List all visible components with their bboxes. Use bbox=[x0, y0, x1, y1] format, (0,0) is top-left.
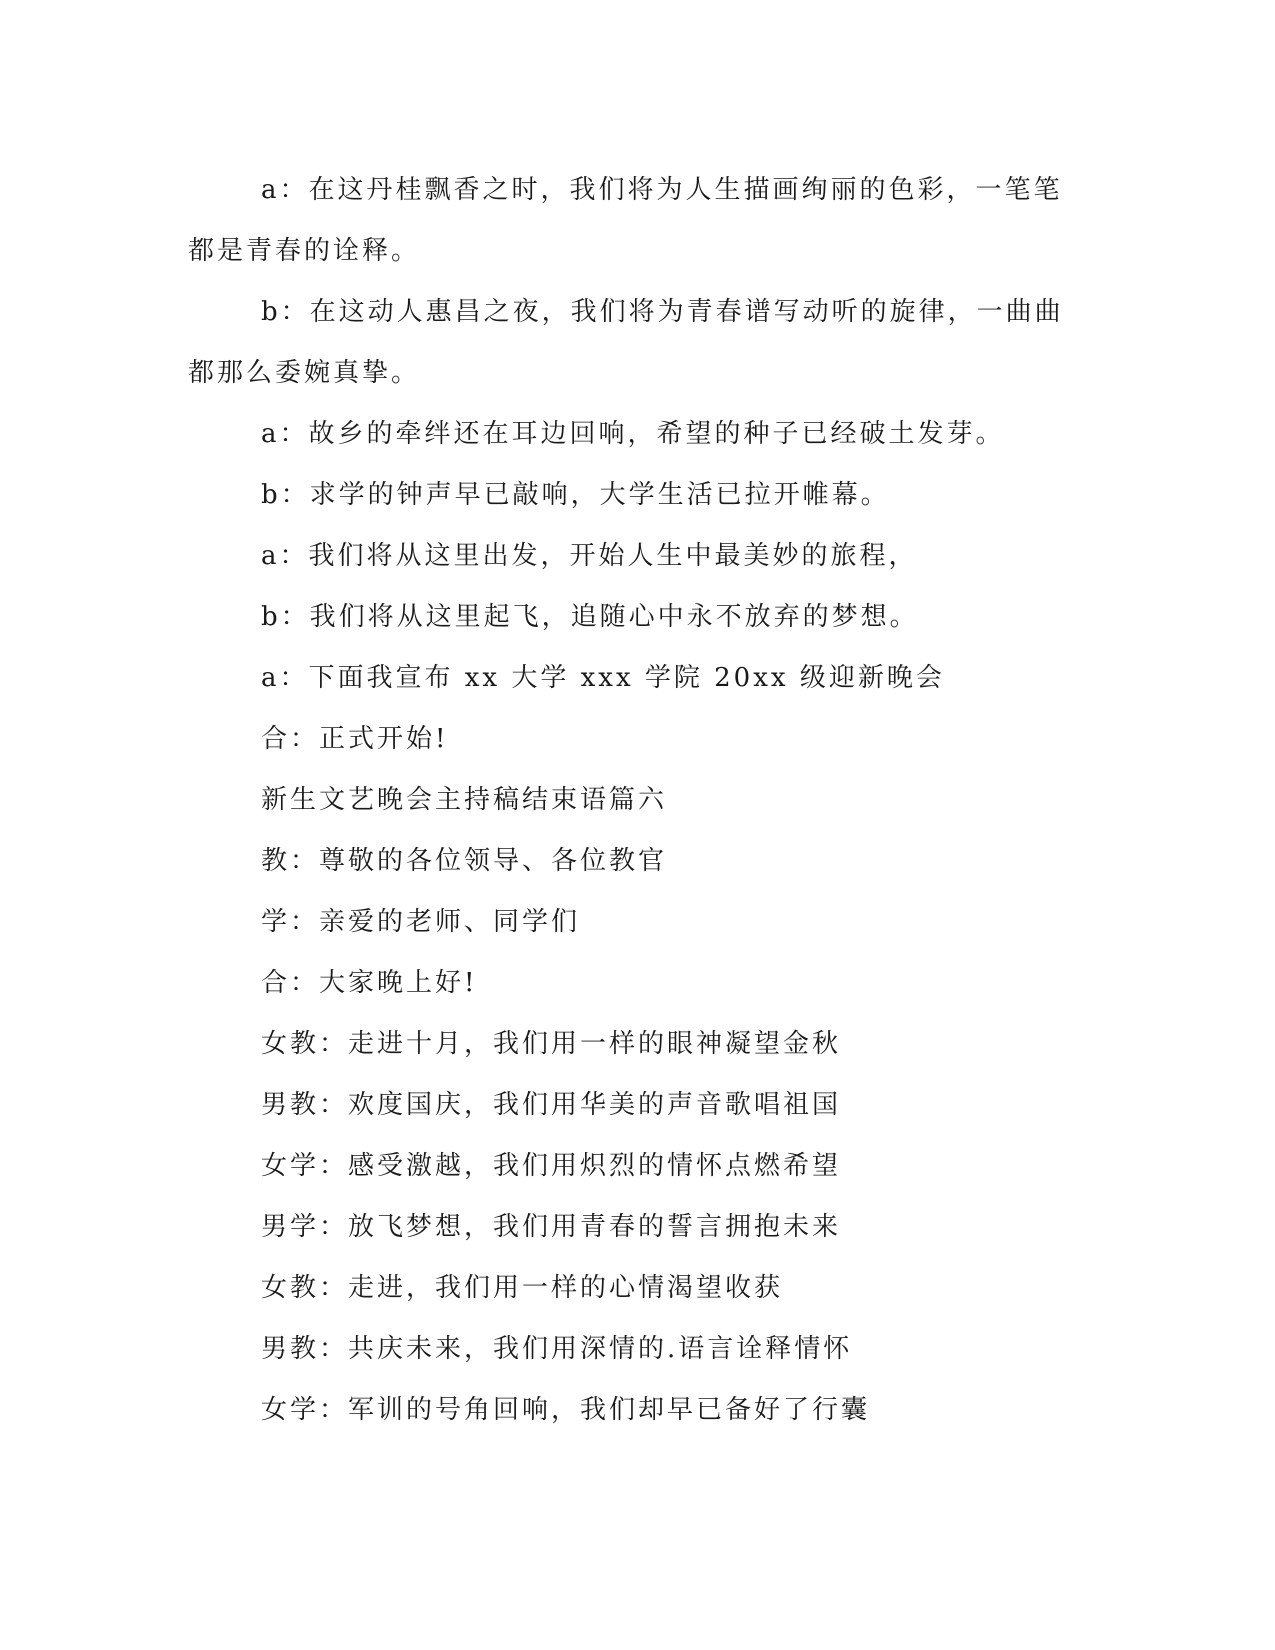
paragraph: 男学：放飞梦想，我们用青春的誓言拥抱未来 bbox=[261, 1212, 842, 1242]
paragraph: a：在这丹桂飘香之时，我们将为人生描画绚丽的色彩，一笔笔都是青春的诠释。 bbox=[188, 175, 1063, 266]
paragraph: a：下面我宣布 xx 大学 xxx 学院 20xx 级迎新晚会 bbox=[261, 663, 945, 693]
paragraph: a：我们将从这里出发，开始人生中最美妙的旅程， bbox=[261, 541, 918, 571]
paragraph: 男教：共庆未来，我们用深情的.语言诠释情怀 bbox=[261, 1334, 853, 1364]
paragraph: a：故乡的牵绊还在耳边回响，希望的种子已经破土发芽。 bbox=[261, 419, 1005, 449]
paragraph: 女教：走进，我们用一样的心情渴望收获 bbox=[261, 1273, 784, 1303]
paragraph: 教：尊敬的各位领导、各位教官 bbox=[261, 846, 668, 876]
section-heading: 新生文艺晚会主持稿结束语篇六 bbox=[261, 785, 668, 815]
paragraph: 学：亲爱的老师、同学们 bbox=[261, 907, 581, 937]
paragraph: b：在这动人惠昌之夜，我们将为青春谱写动听的旋律，一曲曲都那么委婉真挚。 bbox=[188, 297, 1064, 388]
paragraph: 女学：感受激越，我们用炽烈的情怀点燃希望 bbox=[261, 1151, 842, 1181]
paragraph: b：我们将从这里起飞，追随心中永不放弃的梦想。 bbox=[261, 602, 919, 632]
document-body bbox=[188, 160, 1068, 1441]
paragraph: 合：大家晚上好! bbox=[261, 968, 478, 998]
paragraph: b：求学的钟声早已敲响，大学生活已拉开帷幕。 bbox=[261, 480, 890, 510]
paragraph: 女学：军训的号角回响，我们却早已备好了行囊 bbox=[261, 1395, 871, 1425]
paragraph: 合：正式开始! bbox=[261, 724, 449, 754]
paragraph: 男教：欢度国庆，我们用华美的声音歌唱祖国 bbox=[261, 1090, 842, 1120]
paragraph: 女教：走进十月，我们用一样的眼神凝望金秋 bbox=[261, 1029, 842, 1059]
